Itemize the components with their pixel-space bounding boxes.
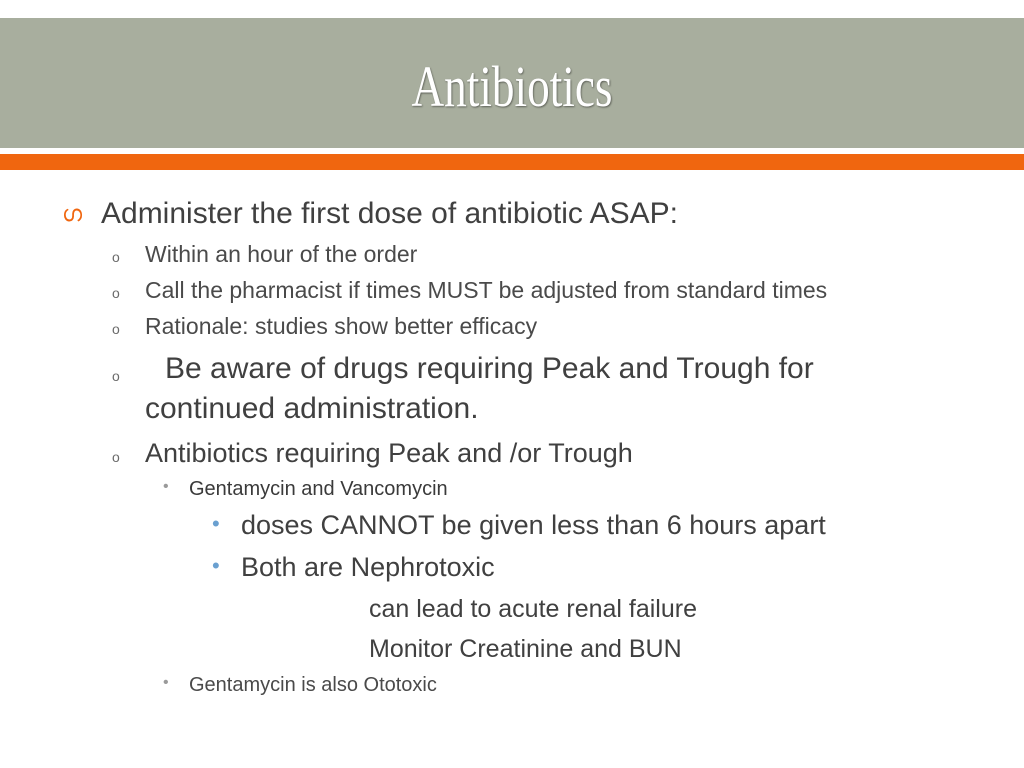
doses-item: doses CANNOT be given less than 6 hours apart bbox=[241, 510, 826, 540]
main-bullet: Administer the first dose of antibiotic ASAP: bbox=[101, 197, 678, 230]
ototoxic-item: Gentamycin is also Ototoxic bbox=[189, 674, 437, 696]
sub-item-1: Within an hour of the order bbox=[145, 241, 418, 267]
peak-trough-line-1: Be aware of drugs requiring Peak and Trough for bbox=[165, 352, 814, 385]
peak-trough-line-2: continued administration. bbox=[145, 392, 479, 425]
circle-bullet-icon: o bbox=[112, 249, 120, 265]
sub-item-3: Rationale: studies show better efficacy bbox=[145, 313, 538, 339]
dot-bullet-icon: • bbox=[212, 553, 220, 578]
circle-bullet-icon: o bbox=[112, 285, 120, 301]
swirl-bullet-icon: ഗ bbox=[62, 201, 83, 226]
dot-bullet-icon: • bbox=[163, 478, 169, 495]
drug-list: Gentamycin and Vancomycin bbox=[189, 478, 448, 500]
sub-item-2: Call the pharmacist if times MUST be adjusted from standard times bbox=[145, 277, 828, 303]
peak-trough-item: Antibiotics requiring Peak and /or Trough bbox=[145, 438, 633, 468]
circle-bullet-icon: o bbox=[112, 321, 120, 337]
nephrotoxic-item: Both are Nephrotoxic bbox=[241, 552, 495, 582]
dot-bullet-icon: • bbox=[163, 674, 169, 691]
circle-bullet-icon: o bbox=[112, 449, 120, 465]
monitor-line: Monitor Creatinine and BUN bbox=[369, 635, 682, 663]
dot-bullet-icon: • bbox=[212, 511, 220, 536]
renal-failure-line: can lead to acute renal failure bbox=[369, 595, 697, 623]
circle-bullet-icon: o bbox=[112, 368, 120, 384]
slide-title: Antibiotics bbox=[411, 54, 613, 119]
